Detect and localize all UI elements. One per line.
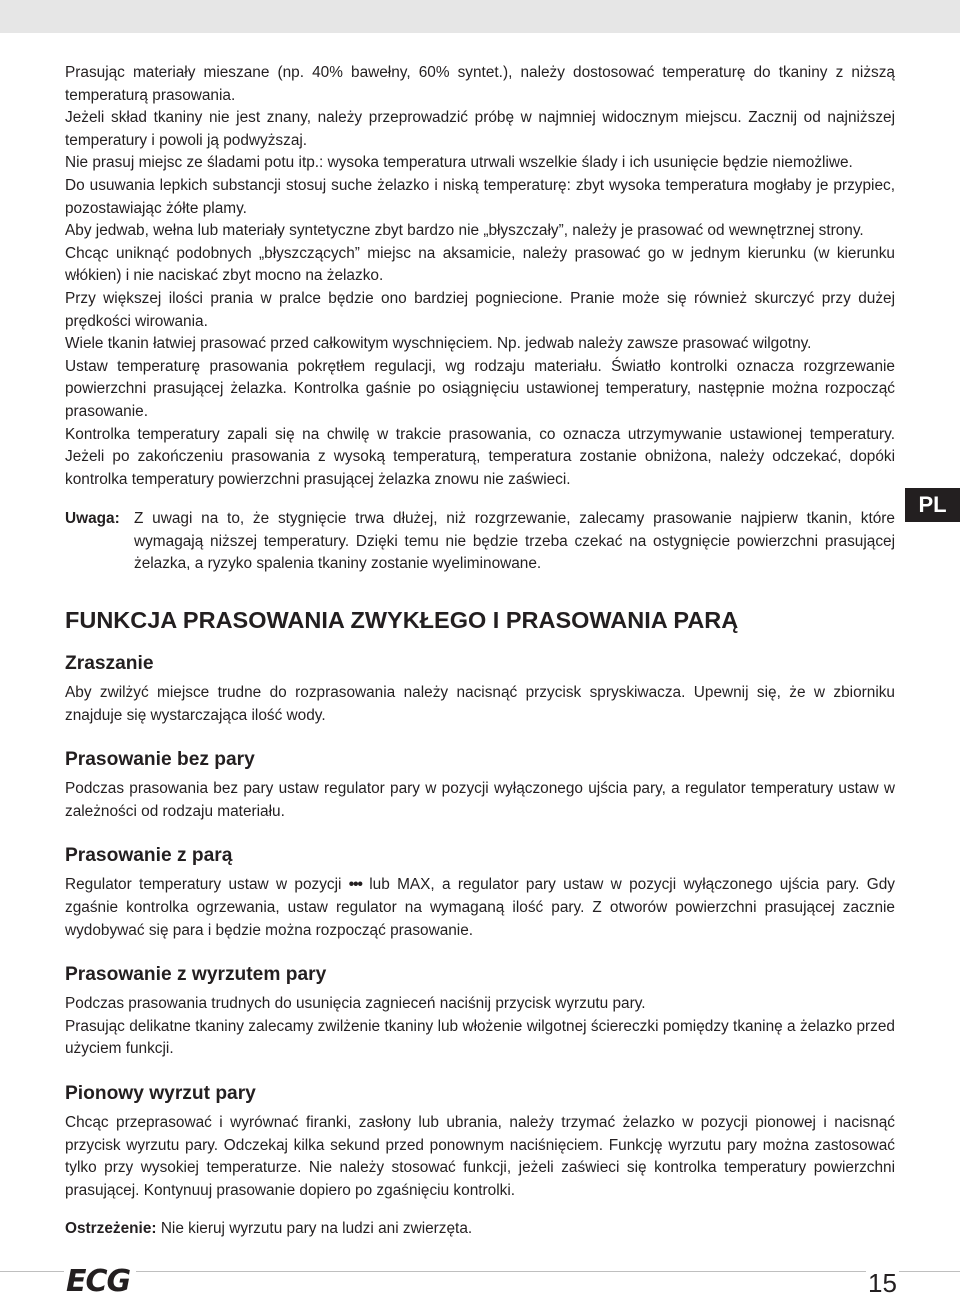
section-body-start: Regulator temperatury ustaw w pozycji: [65, 876, 342, 894]
section-body: Prasując delikatne tkaniny zalecamy zwilżenie tkaniny lub włożenie wilgotnej ściereczki pomiędzy tkaninę a żelazko przed użyciem funkcji.: [65, 1017, 895, 1058]
section-zraszanie: [65, 651, 895, 727]
intro-paragraph: Prasując materiały mieszane (np. 40% bawełny, 60% syntet.), należy dostosować temperaturę do tkaniny z niższą temperaturą prasowania.: [65, 64, 895, 104]
intro-paragraph: Ustaw temperaturę prasowania pokrętłem regulacji, wg rodzaju materiału. Światło kontrolki oznacza rozgrzewanie powierzchni prasującej żelazka. Kontrolka gaśnie po osiągnięciu ustawionej temperatury, następnie można rozpocząć prasowanie.: [65, 357, 895, 420]
section-body: Chcąc przeprasować i wyrównać firanki, zasłony lub ubrania, należy trzymać żelazko w pozycji pionowej i nacisnąć przycisk wyrzutu pary. Odczekaj kilka sekund przed ponownym naciśnięciem. Funkcję wyrzutu pary można zastosować tylko przy wysokiej temperaturze. Nie należy stosować funkcji, jeżeli zaświeci się kontrolka temperatury powierzchni prasującej. Kontynuuj prasowanie dopiero po zgaśnięciu kontrolki.: [65, 1114, 895, 1199]
footer-divider: [0, 1271, 960, 1272]
top-header-bar: [0, 0, 960, 33]
note-label: Uwaga:: [65, 510, 120, 528]
section-body: Podczas prasowania bez pary ustaw regulator pary w pozycji wyłączonego ujścia pary, a regulator temperatury ustaw w zależności od rodzaju materiału.: [65, 780, 895, 820]
intro-paragraph: Kontrolka temperatury zapali się na chwilę w trakcie prasowania, co oznacza utrzymywanie ustawionej temperatury. Jeżeli po zakończeniu prasowania z wysoką temperaturą, temperatura zostanie obniżona, należy odczekać, dopóki kontrolka temperatury powierzchni prasującej żelazka znowu nie zaświeci.: [65, 425, 895, 488]
section-z-para: [65, 843, 895, 942]
section-pionowy-wyrzut: [65, 1081, 895, 1202]
intro-paragraph: Przy większej ilości prania w pralce będzie ono bardziej pogniecione. Pranie może się również skurczyć przy dużej prędkości wirowania.: [65, 289, 895, 330]
temperature-dots-icon: •••: [348, 876, 362, 894]
note-text: Z uwagi na to, że stygnięcie trwa dłużej, niż rozgrzewanie, zalecamy prasowanie najpierw tkanin, które wymagają niższej temperatury. Dzięki temu nie będzie trzeba czekać na ostygnięcie powierzchni prasującej żelazka, a ryzyko spalenia tkaniny zostanie wyeliminowane.: [134, 510, 895, 573]
page-number: 15: [868, 1268, 897, 1298]
section-title: Prasowanie z wyrzutem pary: [65, 964, 327, 986]
main-heading: FUNKCJA PRASOWANIA ZWYKŁEGO I PRASOWANIA PARĄ: [65, 607, 739, 634]
section-title: Pionowy wyrzut pary: [65, 1083, 256, 1104]
warning-text: Nie kieruj wyrzutu pary na ludzi ani zwierzęta.: [160, 1220, 473, 1238]
intro-paragraph: Do usuwania lepkich substancji stosuj suche żelazko i niską temperaturę: zbyt wysoka temperatura mogłaby je przypiec, pozostawiając żółte plamy.: [65, 176, 895, 217]
section-body: Aby zwilżyć miejsce trudne do rozprasowania należy nacisnąć przycisk spryskiwacza. Upewnij się, że w zbiorniku znajduje się wystarczająca ilość wody.: [65, 684, 895, 724]
language-tab: PL: [905, 488, 960, 522]
brand-logo: ECG: [64, 1265, 136, 1299]
intro-paragraph: Chcąc uniknąć podobnych „błyszczących” miejsc na aksamicie, należy prasować go w jednym kierunku (w kierunku włókien) i nie naciskać zbyt mocno na żelazko.: [65, 244, 895, 285]
warning-line: [65, 1218, 895, 1241]
intro-paragraph: Aby jedwab, wełna lub materiały syntetyczne zbyt bardzo nie „błyszczały”, należy je prasować od wewnętrznej strony.: [65, 222, 864, 240]
section-wyrzut-pary: [65, 962, 895, 1061]
section-title: Prasowanie z parą: [65, 845, 233, 867]
section-body-end: lub MAX, a regulator pary ustaw w pozycji wyłączonego ujścia pary. Gdy zgaśnie kontrolka ogrzewania, ustaw regulator na wymaganą ilość pary. Z otworów powierzchni prasującej zacznie wydobywać się para i będzie można rozpocząć prasowanie.: [65, 876, 895, 939]
section-body: Podczas prasowania trudnych do usunięcia zagnieceń naciśnij przycisk wyrzutu pary.: [65, 995, 646, 1013]
page-content: [65, 62, 895, 1241]
intro-paragraph: Nie prasuj miejsc ze śladami potu itp.: wysoka temperatura utrwali wszelkie ślady i ich usunięcie będzie niemożliwe.: [65, 154, 853, 172]
section-title: Zraszanie: [65, 653, 154, 675]
section-title: Prasowanie bez pary: [65, 749, 255, 771]
intro-paragraph: Jeżeli skład tkaniny nie jest znany, należy przeprowadzić próbę w najmniej widocznym miejscu. Zacznij od najniższej temperatury i powoli ją podwyższaj.: [65, 109, 895, 149]
warning-label: Ostrzeżenie:: [65, 1220, 157, 1238]
note-block: [65, 508, 895, 576]
section-body: [65, 874, 895, 942]
intro-paragraph: Wiele tkanin łatwiej prasować przed całkowitym wyschnięciem. Np. jedwab należy zawsze prasować wilgotny.: [65, 335, 812, 353]
section-bez-pary: [65, 747, 895, 823]
